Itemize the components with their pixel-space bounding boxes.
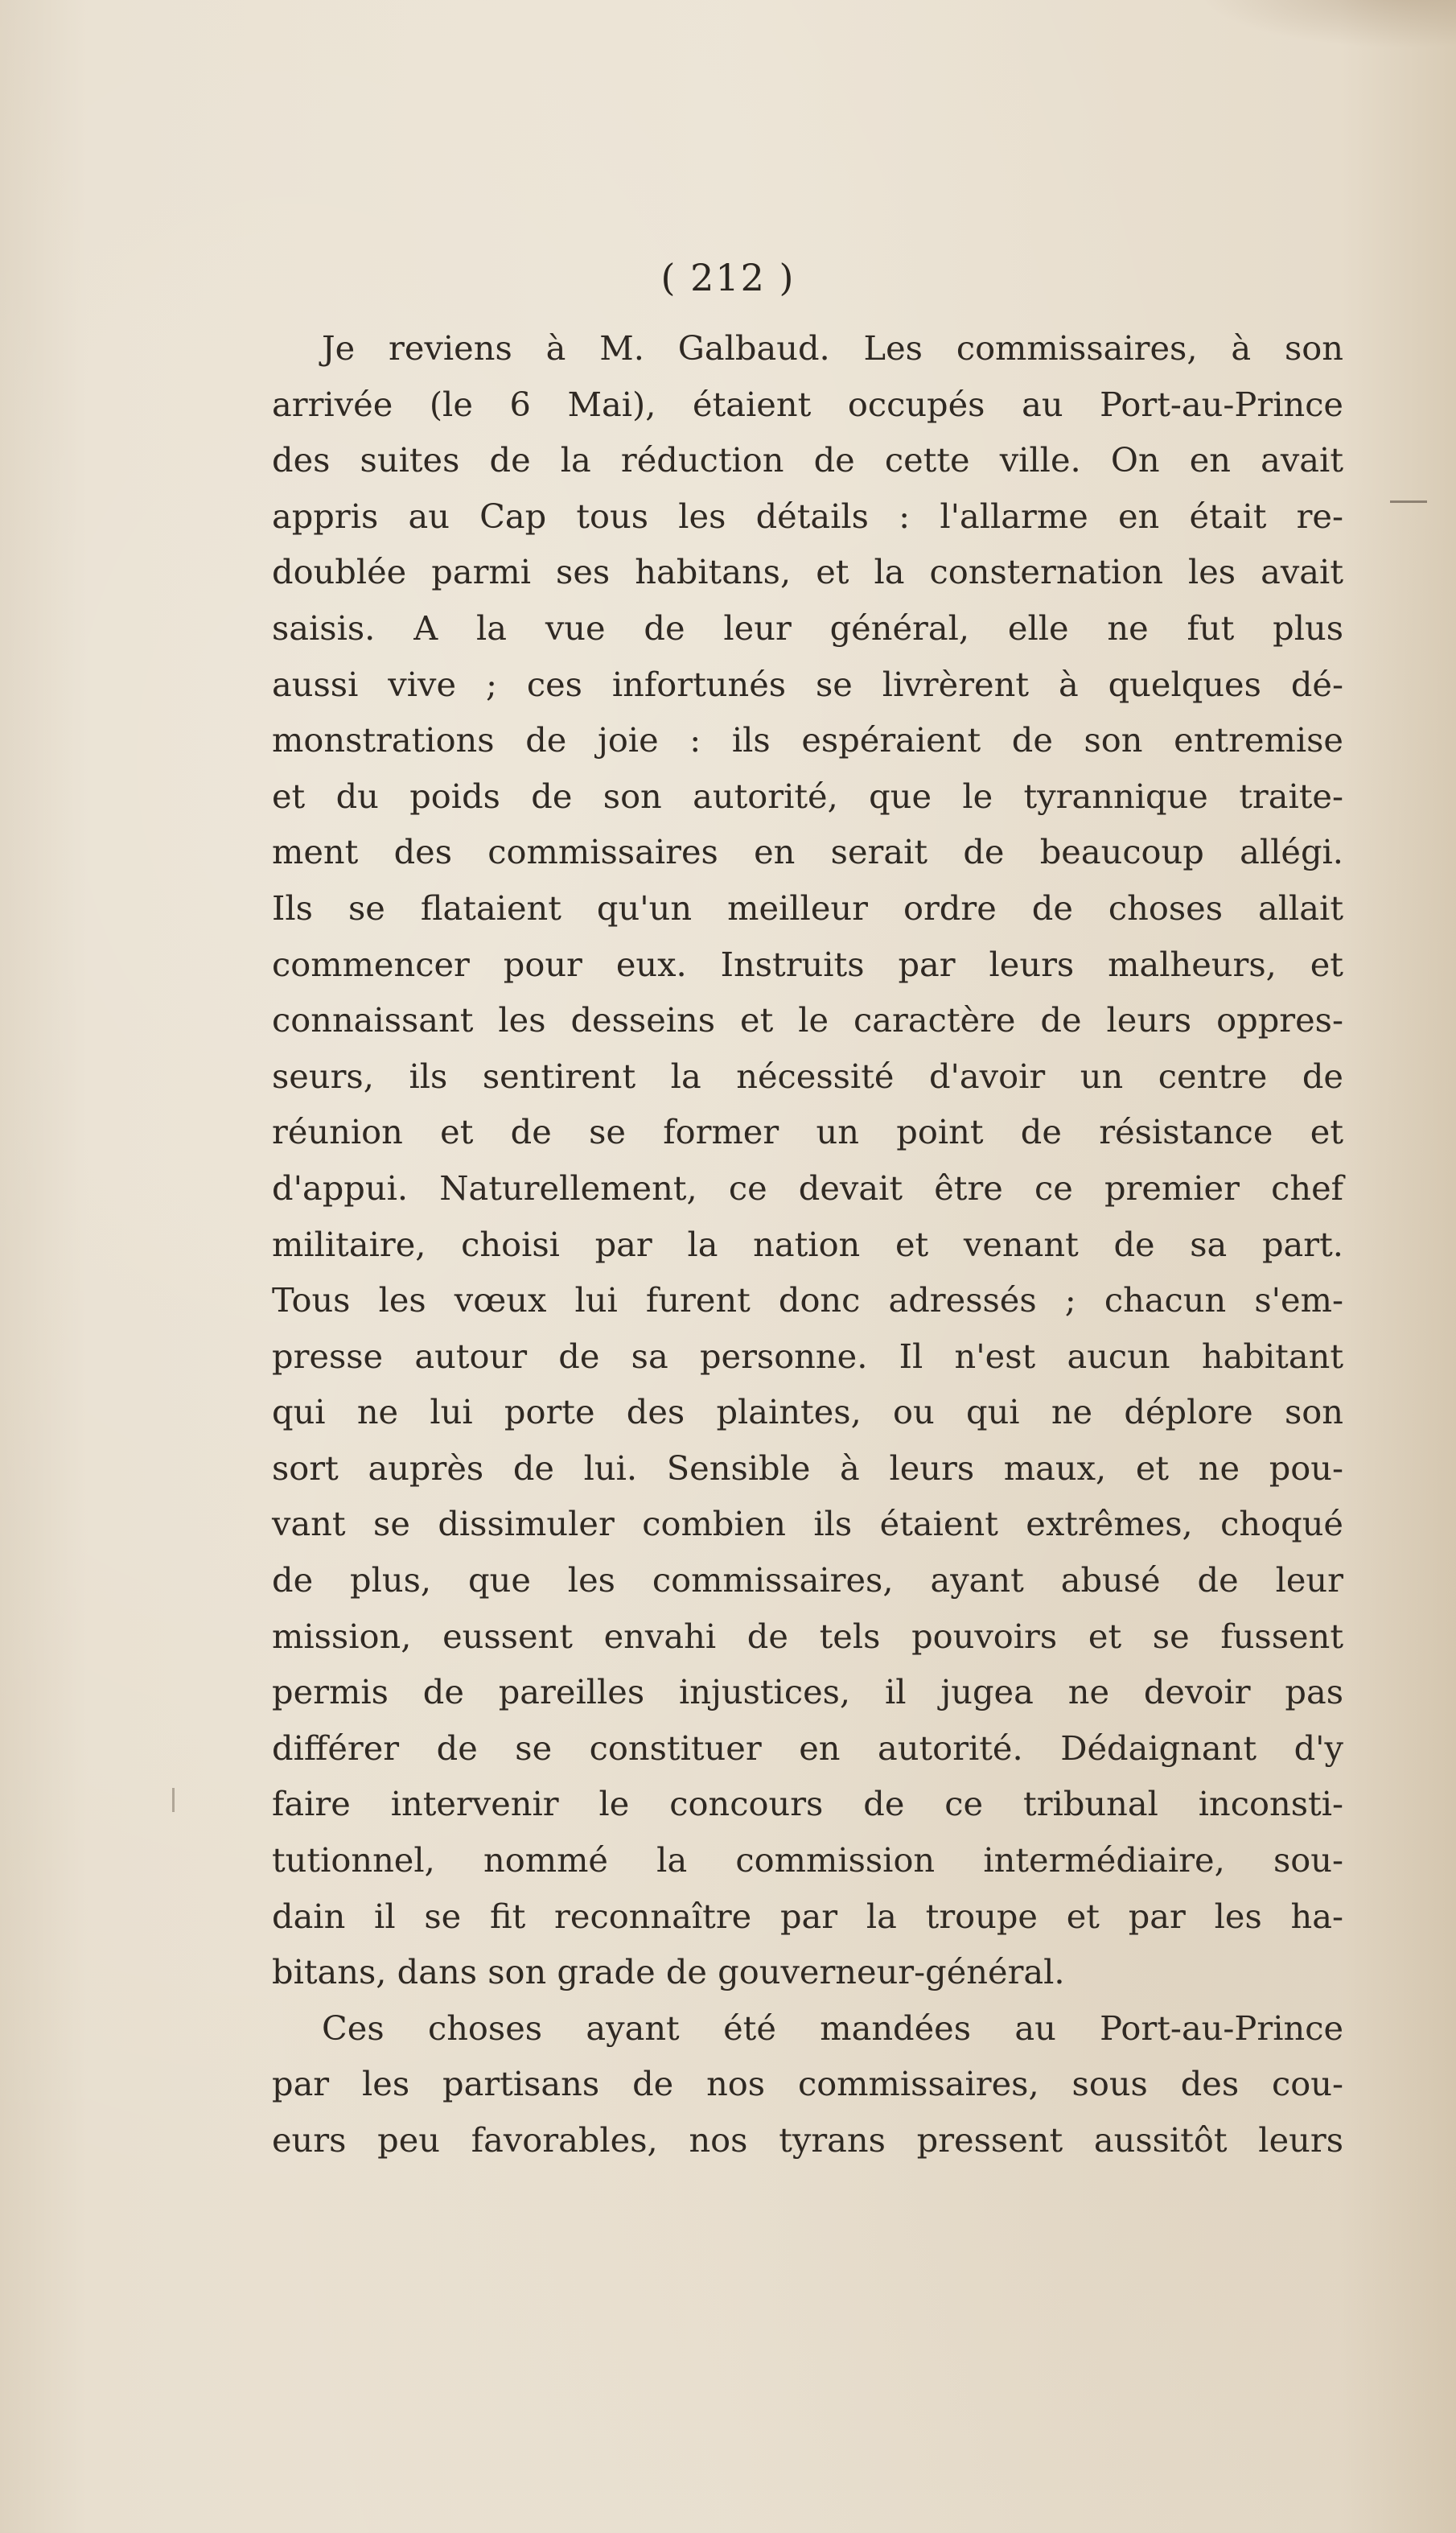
- text-line: et du poids de son autorité, que le tyrannique traite-: [272, 776, 1343, 816]
- text-line: permis de pareilles injustices, il jugea ne devoir pas: [272, 1672, 1343, 1712]
- text-line: arrivée (le 6 Mai), étaient occupés au Port-au-Prince: [272, 384, 1343, 424]
- text-line: aussi vive ; ces infortunés se livrèrent à quelques dé-: [272, 664, 1343, 704]
- text-line: bitans, dans son grade de gouverneur-général.: [272, 1952, 1065, 1992]
- text-line: seurs, ils sentirent la nécessité d'avoir un centre de: [272, 1056, 1343, 1096]
- body-text: [272, 320, 1343, 2168]
- margin-mark: [172, 1788, 175, 1812]
- text-line: Ils se flataient qu'un meilleur ordre de choses allait: [272, 888, 1343, 928]
- text-line: doublée parmi ses habitans, et la consternation les avait: [272, 552, 1343, 592]
- text-line: par les partisans de nos commissaires, sous des cou-: [272, 2064, 1343, 2104]
- text-line: dain il se fit reconnaître par la troupe et par les ha-: [272, 1896, 1343, 1936]
- text-line: sort auprès de lui. Sensible à leurs maux, et ne pou-: [272, 1448, 1343, 1488]
- text-line: Ces choses ayant été mandées au Port-au-Prince: [322, 2008, 1343, 2048]
- text-line: ment des commissaires en serait de beaucoup allégi.: [272, 832, 1343, 872]
- text-line: des suites de la réduction de cette ville. On en avait: [272, 440, 1343, 480]
- text-line: Je reviens à M. Galbaud. Les commissaires, à son: [322, 328, 1343, 368]
- margin-mark: [1390, 500, 1427, 503]
- text-line: qui ne lui porte des plaintes, ou qui ne déplore son: [272, 1392, 1343, 1432]
- text-line: monstrations de joie : ils espéraient de son entremise: [272, 720, 1343, 760]
- text-line: différer de se constituer en autorité. Dédaignant d'y: [272, 1728, 1343, 1768]
- text-line: commencer pour eux. Instruits par leurs malheurs, et: [272, 944, 1343, 984]
- text-line: appris au Cap tous les détails : l'allarme en était re-: [272, 496, 1343, 536]
- paper-stain: [1199, 0, 1456, 48]
- text-line: d'appui. Naturellement, ce devait être ce premier chef: [272, 1168, 1343, 1208]
- text-line: militaire, choisi par la nation et venant de sa part.: [272, 1224, 1343, 1264]
- text-line: connaissant les desseins et le caractère de leurs oppres-: [272, 1000, 1343, 1040]
- text-line: vant se dissimuler combien ils étaient extrêmes, choqué: [272, 1504, 1343, 1544]
- text-line: tutionnel, nommé la commission intermédiaire, sou-: [272, 1840, 1343, 1880]
- text-line: Tous les vœux lui furent donc adressés ; chacun s'em-: [272, 1280, 1343, 1320]
- text-line: de plus, que les commissaires, ayant abusé de leur: [272, 1560, 1343, 1600]
- page-number: ( 212 ): [660, 256, 796, 299]
- text-line: mission, eussent envahi de tels pouvoirs et se fussent: [272, 1616, 1343, 1656]
- text-line: faire intervenir le concours de ce tribunal inconsti-: [272, 1784, 1343, 1824]
- text-line: réunion et de se former un point de résistance et: [272, 1112, 1343, 1152]
- text-line: eurs peu favorables, nos tyrans pressent aussitôt leurs: [272, 2120, 1343, 2160]
- text-line: saisis. A la vue de leur général, elle ne fut plus: [272, 608, 1343, 648]
- text-line: presse autour de sa personne. Il n'est aucun habitant: [272, 1336, 1343, 1376]
